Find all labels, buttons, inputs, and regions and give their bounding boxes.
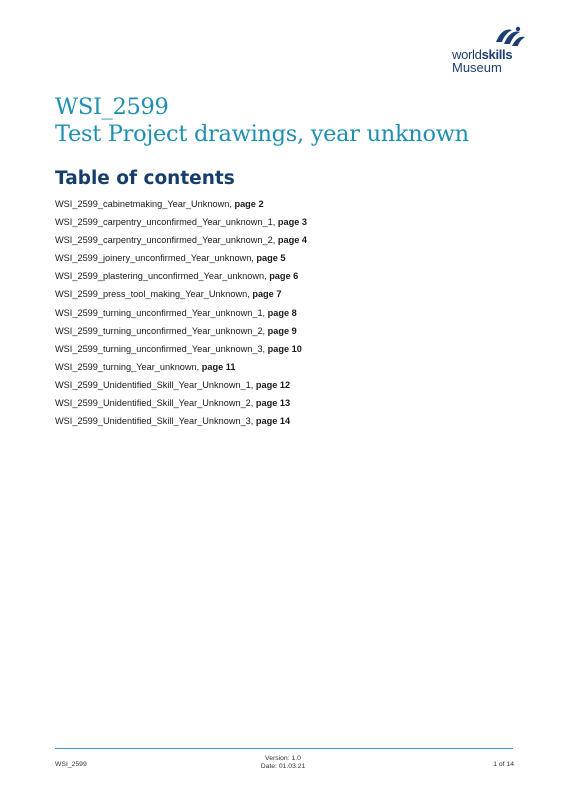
toc-item[interactable] xyxy=(55,376,515,394)
footer-divider xyxy=(55,748,513,749)
toc-item[interactable] xyxy=(55,249,515,267)
toc-item[interactable] xyxy=(55,394,515,412)
footer-doc-id: WSI_2599 xyxy=(55,761,87,768)
toc-item-name: WSI_2599_joinery_unconfirmed_Year_unknown, xyxy=(55,253,257,264)
toc-item[interactable] xyxy=(55,267,515,285)
worldskills-museum-logo xyxy=(452,26,530,80)
toc-item-page: page 14 xyxy=(255,416,291,427)
logo-text-museum: Museum xyxy=(452,60,502,75)
footer-version-info xyxy=(233,755,333,771)
title-doc-id: WSI_2599 xyxy=(55,94,169,120)
title-description: Test Project drawings, year unknown xyxy=(55,121,469,147)
toc-item-page: page 5 xyxy=(256,253,286,264)
logo-text-skills: skills xyxy=(481,47,513,62)
toc-item[interactable] xyxy=(55,195,515,213)
toc-item-name: WSI_2599_carpentry_unconfirmed_Year_unknown_2, xyxy=(55,235,278,246)
toc-item[interactable] xyxy=(55,285,515,303)
toc-item[interactable] xyxy=(55,213,515,231)
toc-item-page: page 12 xyxy=(255,379,291,390)
toc-item-name: WSI_2599_plastering_unconfirmed_Year_unknown, xyxy=(55,271,270,282)
toc-item[interactable] xyxy=(55,358,515,376)
toc-item-page: page 6 xyxy=(269,271,299,282)
toc-item-page: page 10 xyxy=(267,343,302,354)
toc-item-name: WSI_2599_cabinetmaking_Year_Unknown, xyxy=(55,199,235,209)
toc-item-page: page 9 xyxy=(267,325,297,336)
logo-text-world: world xyxy=(452,47,482,62)
toc-heading: Table of contents xyxy=(55,168,235,189)
toc-item-page: page 8 xyxy=(267,307,297,318)
toc-item-name: WSI_2599_turning_Year_unknown, xyxy=(55,361,202,372)
toc-item-name: WSI_2599_turning_unconfirmed_Year_unknown_3, xyxy=(55,343,268,354)
toc-item[interactable] xyxy=(55,304,515,322)
toc-item-name: WSI_2599_Unidentified_Skill_Year_Unknown_3, xyxy=(55,416,256,427)
toc-item[interactable] xyxy=(55,231,515,249)
toc-item-page: page 3 xyxy=(277,217,307,228)
toc-item-name: WSI_2599_press_tool_making_Year_Unknown, xyxy=(55,289,253,300)
toc-item-name: WSI_2599_turning_unconfirmed_Year_unknown_2, xyxy=(55,325,268,336)
toc-item-page: page 11 xyxy=(201,361,236,372)
footer-page-number: 1 of 14 xyxy=(493,761,514,768)
toc-item[interactable] xyxy=(55,412,515,430)
toc-item[interactable] xyxy=(55,340,515,358)
toc-item-page: page 2 xyxy=(234,199,264,209)
toc-item-name: WSI_2599_turning_unconfirmed_Year_unknown_1, xyxy=(55,307,268,318)
toc-list xyxy=(55,195,515,430)
footer-version: Version: 1.0 xyxy=(265,755,301,762)
toc-item-name: WSI_2599_Unidentified_Skill_Year_Unknown_2, xyxy=(55,398,256,409)
footer-date: Date: 01.03.21 xyxy=(260,763,306,770)
document-title xyxy=(55,94,535,148)
toc-item-page: page 4 xyxy=(277,235,307,246)
toc-item-page: page 13 xyxy=(255,398,291,409)
toc-item[interactable] xyxy=(55,322,515,340)
toc-item-page: page 7 xyxy=(252,289,282,300)
toc-item-name: WSI_2599_carpentry_unconfirmed_Year_unknown_1, xyxy=(55,217,278,228)
worldskills-logo-icon xyxy=(494,26,526,48)
toc-item-name: WSI_2599_Unidentified_Skill_Year_Unknown_1, xyxy=(55,379,256,390)
